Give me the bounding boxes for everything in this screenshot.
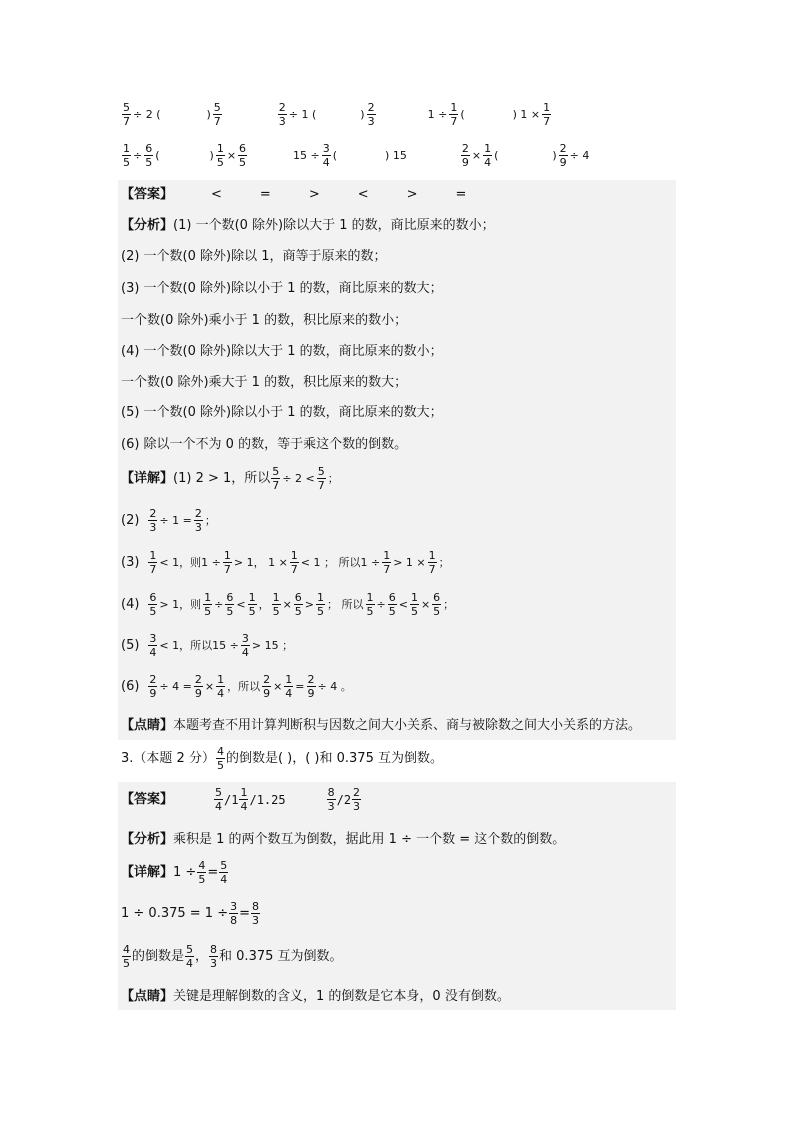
fraction: $\frac{8}{3}$ [252,900,260,927]
answer-label: 【答案】 [121,792,174,807]
item-6: $\frac{2}{9}$ × $\frac{1}{4}$ ( ) $\frac{2}{9}$ ÷ 4 [461,142,590,169]
q2-detail-3: (3) $\frac{1}{7}$ < 1，则1 ÷ $\frac{1}{7}$ > 1， 1 × $\frac{1}{7}$ < 1 ； 所以1 ÷ $\frac{1}{7}$ > 1 × $\frac{1}{7}$ ； [121,549,450,576]
fraction: $\frac{8}{3}$ [327,786,335,813]
answer-2: = [259,187,271,202]
fraction: $\frac{1}{5}$ [366,591,374,618]
fraction: $\frac{1}{7}$ [450,101,458,128]
fraction: $\frac{1}{7}$ [543,101,551,128]
fraction: $\frac{2}{9}$ [559,142,567,169]
fraction: $\frac{2}{9}$ [149,673,157,700]
detail-label: 【详解】 [121,471,174,486]
fraction: $\frac{5}{7}$ [317,465,325,492]
answer-4: < [357,187,369,202]
fraction: $\frac{3}{8}$ [230,900,238,927]
point-label: 【点睛】 [121,989,174,1004]
fraction: $\frac{1}{4}$ [240,786,248,813]
item-1: $\frac{5}{7}$ ÷ 2 ( ) $\frac{5}{7}$ [123,101,221,128]
fraction: $\frac{8}{3}$ [210,943,218,970]
fraction: $\frac{2}{3}$ [278,101,286,128]
fraction: $\frac{2}{9}$ [194,673,202,700]
q3-detail-1: 【详解】 1 ÷ $\frac{4}{5}$ = $\frac{5}{4}$ [121,859,228,886]
fraction: $\frac{2}{3}$ [194,507,202,534]
fraction: $\frac{6}{5}$ [433,591,441,618]
fraction: $\frac{1}{5}$ [272,591,280,618]
fraction: $\frac{5}{7}$ [272,465,280,492]
q3-analysis-line: 【分析】 乘积是 1 的两个数互为倒数，据此用 1 ÷ 一个数 = 这个数的倒数。 [121,832,566,847]
fraction: $\frac{4}{5}$ [198,859,206,886]
fraction: $\frac{5}{7}$ [123,101,130,128]
fraction: $\frac{2}{3}$ [149,507,157,534]
item-3: 1 ÷ $\frac{1}{7}$ ( ) 1 × $\frac{1}{7}$ [427,101,551,128]
comparison-row-2 [121,143,590,168]
answer-3: > [308,187,320,202]
fraction: $\frac{3}{4}$ [149,632,157,659]
fraction: $\frac{1}{7}$ [149,549,157,576]
fraction: $\frac{3}{4}$ [241,632,249,659]
fraction: $\frac{4}{5}$ [216,745,224,772]
fraction: $\frac{1}{5}$ [410,591,418,618]
answer-1: < [211,187,222,202]
detail-label: 【详解】 [121,865,174,880]
fraction: $\frac{1}{4}$ [484,142,492,169]
q3-point-line: 【点睛】 关键是理解倒数的含义，1 的倒数是它本身，0 没有倒数。 [121,989,510,1004]
fraction: $\frac{2}{9}$ [307,673,315,700]
item-5: 15 ÷ $\frac{3}{4}$ ( ) 15 [293,142,407,169]
q2-point-line: 【点睛】 本题考查不用计算判断积与因数之间大小关系、商与被除数之间大小关系的方法。 [121,718,642,733]
fraction: $\frac{1}{5}$ [317,591,325,618]
fraction: $\frac{1}{5}$ [248,591,256,618]
fraction: $\frac{6}{5}$ [149,591,157,618]
fraction: $\frac{5}{7}$ [213,101,221,128]
point-label: 【点睛】 [121,718,174,733]
fraction: $\frac{4}{5}$ [123,943,130,970]
q2-analysis-line-4: 一个数(0 除外)乘小于 1 的数，积比原来的数小； [121,313,408,328]
fraction: $\frac{3}{4}$ [322,142,330,169]
q3-detail-3: $\frac{4}{5}$ 的倒数是 $\frac{5}{4}$ ， $\frac{8}{3}$ 和 0.375 互为倒数。 [123,943,343,970]
analysis-label: 【分析】 [121,832,174,847]
analysis-label: 【分析】 [121,218,174,233]
fraction: $\frac{2}{3}$ [367,101,375,128]
q2-detail-1: 【详解】 (1) 2 > 1，所以 $\frac{5}{7}$ ÷ 2 < $\frac{5}{7}$ ； [121,465,339,492]
fraction: $\frac{6}{5}$ [294,591,302,618]
comparison-row-1 [121,102,552,127]
answer-6: = [455,187,467,202]
q2-analysis-line-5: (4) 一个数(0 除外)除以大于 1 的数，商比原来的数小； [121,344,443,359]
fraction: $\frac{1}{4}$ [217,673,225,700]
fraction: $\frac{1}{4}$ [285,673,293,700]
fraction: $\frac{5}{4}$ [220,859,228,886]
fraction: $\frac{1}{5}$ [204,591,212,618]
q2-analysis-line-6: 一个数(0 除外)乘大于 1 的数，积比原来的数大； [121,375,408,390]
fraction: $\frac{6}{5}$ [388,591,396,618]
fraction: $\frac{2}{9}$ [263,673,271,700]
q3-solution-block [118,782,676,1010]
q3-detail-2: 1 ÷ 0.375 = 1 ÷ $\frac{3}{8}$ = $\frac{8}{3}$ [121,900,260,927]
q2-detail-4: (4) $\frac{6}{5}$ > 1，则 $\frac{1}{5}$ ÷ $\frac{6}{5}$ < $\frac{1}{5}$ ， $\frac{1}{5}$ × $\frac{6}{5}$ > $\frac{1}{5}$ ； 所以 $\frac{1}{5}$ ÷ $\frac{6}{5}$ < $\frac{1}{5}$ × $\frac{6}{5}$ ； [121,591,455,618]
fraction: $\frac{5}{4}$ [186,943,194,970]
item-4: $\frac{1}{5}$ ÷ $\frac{6}{5}$ ( ) $\frac{1}{5}$ × $\frac{6}{5}$ [123,142,247,169]
fraction: $\frac{1}{7}$ [428,549,436,576]
fraction: $\frac{2}{3}$ [353,786,361,813]
q2-detail-6: (6) $\frac{2}{9}$ ÷ 4 = $\frac{2}{9}$ × $\frac{1}{4}$ ，所以 $\frac{2}{9}$ × $\frac{1}{4}$ = $\frac{2}{9}$ ÷ 4 。 [121,673,352,700]
q3-answer-line: 【答案】 $\frac{5}{4}$ /1 $\frac{1}{4}$ /1.25 $\frac{8}{3}$ /2 $\frac{2}{3}$ [121,786,361,813]
fraction: $\frac{5}{4}$ [215,786,223,813]
q3-title: 3.（本题 2 分） $\frac{4}{5}$ 的倒数是( )，( )和 0.375 互为倒数。 [121,745,443,772]
answer-5: > [406,187,418,202]
fraction: $\frac{6}{5}$ [226,591,234,618]
q2-analysis-line-1: 【分析】 (1) 一个数(0 除外)除以大于 1 的数，商比原来的数小； [121,218,495,233]
fraction: $\frac{1}{5}$ [216,142,224,169]
fraction: $\frac{1}{5}$ [123,142,130,169]
item-2: $\frac{2}{3}$ ÷ 1 ( ) $\frac{2}{3}$ [278,101,375,128]
q2-analysis-line-3: (3) 一个数(0 除外)除以小于 1 的数，商比原来的数大； [121,281,443,296]
fraction: $\frac{1}{7}$ [383,549,391,576]
q2-answer-line [121,188,466,201]
q2-analysis-line-7: (5) 一个数(0 除外)除以小于 1 的数，商比原来的数大； [121,405,443,420]
q2-analysis-line-8: (6) 除以一个不为 0 的数，等于乘这个数的倒数。 [121,437,408,452]
q2-analysis-line-2: (2) 一个数(0 除外)除以 1，商等于原来的数； [121,249,387,264]
fraction: $\frac{1}{7}$ [223,549,231,576]
q2-detail-5: (5) $\frac{3}{4}$ < 1，所以15 ÷ $\frac{3}{4}$ > 15 ； [121,632,294,659]
fraction: $\frac{1}{7}$ [290,549,298,576]
fraction: $\frac{2}{9}$ [461,142,469,169]
fraction: $\frac{6}{5}$ [239,142,247,169]
q2-detail-2: (2) $\frac{2}{3}$ ÷ 1 = $\frac{2}{3}$ ； [121,507,216,534]
fraction: $\frac{6}{5}$ [145,142,153,169]
answer-label: 【答案】 [121,187,174,202]
